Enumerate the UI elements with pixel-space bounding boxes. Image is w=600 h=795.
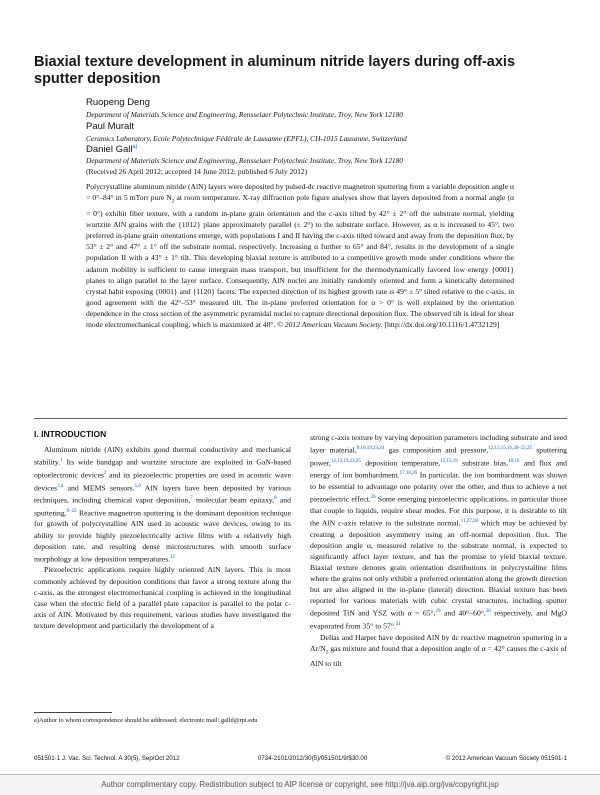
footer-journal: 051501-1 J. Vac. Sci. Technol. A 30(5), Sep/Oct 2012 (34, 755, 180, 762)
author-affiliation: Ceramics Laboratory, Ecole Polytechnique Fédérale de Lausanne (EPFL), CH-1015 Lausanne, Switzerland (86, 134, 407, 143)
ref-link[interactable]: 12,13,19,22,25 (330, 458, 361, 464)
ref-link[interactable]: 31 (395, 621, 401, 627)
ref-link[interactable]: 5,6 (134, 483, 141, 489)
ref-link[interactable]: 26 (370, 495, 376, 501)
abstract: Polycrystalline aluminum nitride (AlN) layers were deposited by pulsed-dc reactive magnetron sputtering from a variable deposition angle α = 0°–84° in 5 mTorr pure $N_2$ at room temperature. X-ray diffraction pole figure analyses show that layers deposited from a normal angle (α = 0°) exhibit fiber texture, with a random in-plane grain orientation and the c-axis tilted by 42° ± 2° off the substrate normal, yielding wurtzite AlN grains with the {1012} plane approximately parallel (± 2°) to the substrate surface. However, as α is increased to 45°, two preferred in-plane grain orientations emerge, with populations I and II having the c-axis tilted toward and away from the deposition flux, by 53° ± 2° and 47° ± 1° off the substrate normal, respectively. Increasing α further to 65° and 84°, results in the development of a single population II with a 43° ± 1° tilt. This developing biaxial texture is attributed to a competitive growth mode under conditions where the adatom mobility is sufficient to cause intergrain mass transport, but insufficient for the thermodynamically favored low energy {0001} planes to align parallel to the layer surface. Consequently, AlN nuclei are initially randomly oriented and form a kinetically determined crystal habit exposing {0001} and {1120} facets. The expected direction of its highest growth rate is 49° ± 5° tilted relative to the c-axis, in good agreement with the 42°–53° measured tilt. The in-plane preferred orientation for α > 0° is well explained by the orientation dependence in the cross section of the asymmetric pyramidal nuclei to capture directional deposition flux. The observed tilt is ideal for shear mode electromechanical coupling, which is maximized at 48°. © 2012 American Vacuum Society. [http://dx.doi.org/10.1116/1.4732129] (86, 182, 514, 330)
footer-code: 0734-2101/2012/30(5)/051501/9/$30.00 (257, 755, 368, 762)
ref-link[interactable]: 29 (435, 609, 441, 615)
ref-link[interactable]: 8 (274, 496, 277, 502)
doi-link[interactable]: [http://dx.doi.org/10.1116/1.4732129] (382, 320, 500, 330)
ref-link[interactable]: 12,13,15,16,20–22,25 (488, 446, 532, 452)
ref-link[interactable]: 12,15,19 (440, 458, 458, 464)
ref-link[interactable]: 7 (190, 496, 193, 502)
ref-link[interactable]: 10,16 (508, 458, 520, 464)
intro-paragraph-1: Aluminum nitride (AlN) exhibits good thermal conductivity and mechanical stability.$^1$ Its wide bandgap and wurtzite structure are exploited in GaN-based optoelectronic devices$^2$ and its piezoelectric properties are used in acoustic wave devices$^{3,4}$ and MEMS sensors.$^{5,6}$ AlN layers have been deposited by various techniques, including chemical vapor deposition,$^7$ molecular beam epitaxy,$^8$ and sputtering.$^{9-22}$ Reactive magnetron sputtering is the dominant deposition technique for growth of polycrystalline AlN used in acoustic wave devices, owing to its ability to provide highly piezoelectrically active films with a relatively high deposition rate, and resulting dense microstructures with smooth surface morphology at low deposition temperatures.$^{12}$ (34, 445, 291, 564)
author-footnote: a)Author to whom correspondence should be addressed; electronic mail: galld@rpi.edu (34, 717, 258, 724)
left-column (34, 425, 291, 631)
author-affiliation: Department of Materials Science and Engineering, Rensselaer Polytechnic Institute, Troy, New York 12180 (86, 110, 403, 119)
author-name: Daniel Gall$^{a)}$ (86, 144, 138, 156)
copyright-notice-bar: Author complimentary copy. Redistribution subject to AIP license or copyright, see http://jva.aip.org/jva/copyright.jsp (0, 774, 600, 795)
paper-title: Biaxial texture development in aluminum nitride layers during off-axis sputter deposition (34, 54, 516, 87)
author-affiliation: Department of Materials Science and Engineering, Rensselaer Polytechnic Institute, Troy, New York 12180 (86, 156, 403, 165)
author-name: Ruopeng Deng (86, 97, 150, 108)
section-divider (34, 418, 567, 419)
intro-paragraph-2: Piezoelectric applications require highly oriented AlN layers. This is most commonly achieved by deposition conditions that favor a strong texture along the c-axis, as the strongest electromechanical coupling is achieved in the longitudinal case when the electric field of a parallel plate capacitor is parallel to the polar c-axis of AlN. Motivated by this requirement, various studies have investigated the texture development and particularly the development of a (34, 565, 291, 630)
ref-link[interactable]: 12 (170, 554, 175, 560)
ref-link[interactable]: 9–22 (66, 508, 77, 514)
author-name: Paul Muralt (86, 121, 135, 132)
ref-link[interactable]: 9,10,19,23,24 (356, 446, 385, 452)
page-footer (34, 755, 567, 762)
ref-link[interactable]: 2 (103, 470, 107, 476)
footnote-divider (34, 712, 112, 713)
ref-link[interactable]: 11,27,28 (460, 518, 478, 524)
ref-link[interactable]: 3,4 (57, 483, 64, 489)
footer-copyright: © 2012 American Vacuum Society 051501-1 (445, 755, 567, 762)
intro-paragraph-4: Dellas and Harper have deposited AlN by dc reactive magnetron sputtering in a $Ar/N_2$ gas mixture and found that a deposition angle of α = 42° causes the c-axis of AlN to tilt (310, 632, 567, 669)
ref-link[interactable]: 30 (485, 609, 491, 615)
received-dates: (Received 26 April 2012; accepted 14 June 2012; published 6 July 2012) (86, 167, 308, 176)
section-heading: I. INTRODUCTION (34, 429, 107, 439)
right-column (310, 432, 567, 669)
ref-link[interactable]: 17,18,26 (399, 471, 418, 477)
intro-paragraph-3: strong c-axis texture by varying deposition parameters including substrate and seed layer material,$^{9,10,19,23,24}$ gas composition and pressure,$^{12,13,15,16,20-22,25}$ sputtering power,$^{12,13,19,22,25}$ deposition temperature,$^{12,15,19}$ substrate bias,$^{10,16}$ and flux and energy of ion bombardment.$^{17,18,26}$ In particular, the ion bombardment was shown to be essential to advantage one polarity over the other, and thus to achieve a net piezoelectric effect.$^{26}$ Some emerging piezoelectric applications, in particular those that couple to liquids, require shear modes. For this purpose, it is desirable to tilt the AlN c-axis relative to the substrate normal,$^{11,27,28}$ which may be achieved by creating a deposition asymmetry using an off-normal deposition flux. The deposition angle α, measured relative to the substrate normal, is expected to significantly affect layer texture, and has the promise to yield biaxial texture. Biaxial texture denotes grain orientation distributions in polycrystalline films where the grains not only exhibit a preferred orientation along the growth direction but are also aligned in the in-plane (lateral) direction. Biaxial texture has been reported for various materials with cubic crystal structures, including sputter deposited TiN and YSZ with α = 65°,$^{29}$ and 40°–60°,$^{30}$ respectively, and MgO evaporated from 35° to 57°.$^{31}$ (310, 433, 567, 631)
author-footnote-mark[interactable]: a) (132, 144, 138, 150)
ref-link[interactable]: 1 (60, 458, 63, 464)
